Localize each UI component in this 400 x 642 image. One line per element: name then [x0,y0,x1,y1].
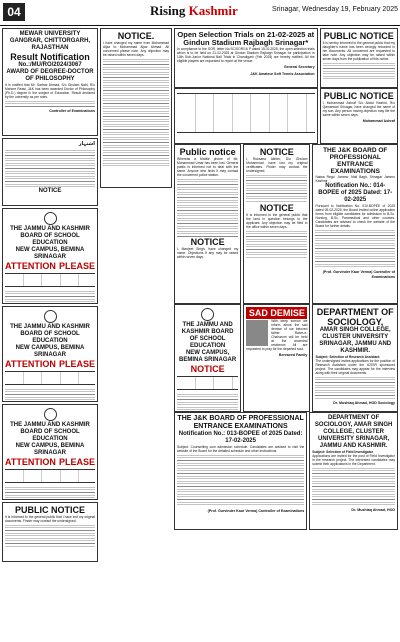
ad-jkbose-2 [2,306,98,402]
ad-please: PLEASE [58,457,95,467]
ad-table [177,376,238,390]
ad-sign: (Prof. Gurvinder Kaur Verma) Controller of Examinations [207,509,305,513]
portrait-photo [246,320,268,346]
ad-title: Public notice [179,147,236,157]
ad-text-lines [177,392,238,412]
ad-ref: No.:/MU/RO/2024/3067 [18,62,82,68]
ad-sign: Controller of Examinations [49,109,95,113]
ad-address: Nalwa Regd. Jammu: Mali Bagh, Srinagar Jammu Kashmir [315,175,396,183]
ad-notification: Notification No.: 014-BOPEE of 2025 Dated: 17-02-2025 [318,183,393,203]
ad-body: Whereas a Mobile phone of Mr. Mohammad Umar has been lost. General public is informed not to deal with the same. Anyone who finds it may contact the concerned police station. [177,157,239,177]
ad-text-lines [5,99,95,107]
board-logo-icon [44,408,57,421]
ad-text-lines [312,466,395,506]
ad-text-lines [5,289,95,304]
ad-urdu-notice: NOTICE [38,188,62,194]
ad-table [5,469,95,483]
ad-title: PUBLIC NOTICE [323,91,394,101]
ad-notice-body: I, Ruksana Akhter, D/o Ghulam Mohammad, have lost my original certificates. Finder may contact the undersigned. [246,157,308,173]
ad-notice-title: NOTICE [259,147,294,157]
ad-body: I have changed my name from Mohammad Aijaz to Mohammad Aijaz Ahmad. All concerned please note. Any objection may be raised within seven days. [103,41,169,57]
ad-public-notice-right [320,28,398,88]
ad-jkbose-mid [174,304,241,412]
ad-sign-2: J&K Amateur Soft Tennis Association [250,71,315,76]
page-number: 04 [3,3,25,21]
page-header [0,0,400,26]
ad-body: It is hereby informed to the general public that my daughter's name has been wrongly recorded in her documents. All concerned are requested to take note. Any objection may be raised within seven days from the publication of this notice. [322,41,395,61]
dateline: Srinagar, Wednesday 19, February 2025 [272,6,398,13]
ad-text-lines [246,229,307,259]
ad-title: THE J&K BOARD OF PROFESSIONAL ENTRANCE EXAMINATIONS [323,147,388,175]
ad-sign: Dr. Mushtaq Ahmad, HOD Sociology [333,401,396,405]
column-mid-left [100,28,172,642]
ad-text-lines [315,228,395,268]
board-logo-icon [44,212,57,225]
ad-title: THE JAMMU AND KASHMIR BOARD OF SCHOOL EDUCATION [10,226,90,246]
ad-mewar-university [2,28,98,136]
ad-body: In compliance to the SOR, letter No.SC/SOR/16 P dated 15.02.2025, the open selection trials which is to be held on 21-02-2025 at Gindun Stadium Rajbagh Srinagar for participation in 10th Sub-Junior National Ball Trials in Chandigarh (Feb 2025) are hereby notified. All the eligible players are requested to report at the venue. [177,47,315,63]
ad-title: Open Selection Trials on 21-02-2025 at Gindun Stadium Rajbagh Srinagar* [177,30,315,47]
ad-notice-title: NOTICE [190,237,225,247]
ad-table-notice [174,88,318,144]
ad-notices-stack [243,144,310,304]
ad-award: AWARD OF DEGREE-DOCTOR OF PHILOSOPHY [6,69,94,82]
board-logo-icon [44,310,57,323]
ad-urdu-lines [5,148,95,188]
ad-title: PUBLIC NOTICE [14,505,85,515]
ad-text-lines [5,387,95,402]
ad-text-lines [177,177,238,237]
masthead[interactable] [150,3,238,19]
ad-sub: NEW CAMPUS, BEMINA SRINAGAR [15,345,85,358]
ad-text-lines [246,173,307,203]
ad-jkbose-1 [2,208,98,304]
ad-text-lines [5,523,95,547]
ad-sub: AMAR SINGH COLLEGE, CLUSTER UNIVERSITY SRINAGAR, JAMMU AND KASHMIR. [319,327,392,354]
ad-notice: NOTICE [190,364,225,374]
ad-body: It is informed to the general public that I have lost my original documents. Finder may contact the undersigned. [5,515,95,523]
ad-notice-body: I, Manjeet Singh, have changed my name. Objections if any may be raised within seven days. [177,247,239,259]
ad-notice-title: NOTICE [259,203,294,213]
ad-subtitle: Result Notification [10,52,90,62]
ad-text-lines [103,57,169,167]
ad-text-lines [177,453,304,507]
ad-sub: NEW CAMPUS, BEMINA SRINAGAR [15,443,85,456]
ad-sign: Mohammad Ashraf [362,119,395,123]
ad-urdu [2,138,98,206]
ad-title: DEPARTMENT OF SOCIOLOGY, AMAR SINGH COLLEGE, CLUSTER UNIVERSITY SRINAGAR, JAMMU AND KASHMIR. [314,415,393,449]
ad-dept-sociology-1 [312,304,398,412]
ad-text-lines [5,485,95,500]
masthead-rising: Rising [150,3,186,18]
ad-open-selection-trials [174,28,318,88]
column-left [2,28,98,642]
ad-body: It is notified that Mr. Sarfraz Ahmad, S/o Ghulam Nabi, R/o Mahore Reasi, J&K has been awarded Doctor of Philosophy (Ph.D.) degree in the subject of Education. Result declared by the university as per rules. [5,83,95,99]
ad-sign: (Prof. Gurvinder Kaur Verma) Controller of Examinations [322,270,396,279]
ad-attention: ATTENTION [5,261,56,271]
ad-title: DEPARTMENT OF SOCIOLOGY, [316,307,394,327]
ad-text-lines [323,61,395,79]
ad-please: PLEASE [58,261,95,271]
ad-notice-body: It is informed to the general public that the land in question belongs to the applicant. Any objection may be filed in the office within seven days. [246,213,308,229]
masthead-kashmir: Kashmir [188,3,238,18]
ad-sub: NEW CAMPUS, BEMINA SRINAGAR [179,350,237,363]
ad-subject: Subject: Selection of Field Investigator [312,450,374,454]
ad-public-notice-bottom [2,502,98,562]
ad-body: Pursuant to Notification No. 010-BOPEE of 2025 dated 05-02-2025, the Board invited online application forms from eligible candidates for admission to B.Sc. Nursing, B.Sc. Paramedical and other courses. Candidates are advised to check the website of the Board for further details. [315,204,396,228]
ad-body: Subject: Counselling cum admission schedule. Candidates are advised to visit the website of the Board for the detailed schedule and other instructions. [177,445,305,453]
ad-body: I, Mohammad Ashraf S/o Abdul Rashid, R/o Qamarwari Srinagar, have changed the name of my son. Any person having objection may file the same within seven days. [322,101,395,117]
ad-sad-demise [243,304,310,412]
ad-jkbose-3 [2,404,98,500]
ad-dept-sociology-2 [309,412,398,530]
ad-please: PLEASE [58,359,95,369]
ad-attention: ATTENTION [5,457,56,467]
ad-title: NOTICE. [117,31,155,41]
ad-public-notice-right-2 [320,88,398,144]
ad-title: THE J&K BOARD OF PROFESSIONAL ENTRANCE EXAMINATIONS [177,415,304,430]
ad-urdu-title: اشتہار [78,141,95,147]
ad-title: SAD DEMISE [246,307,307,319]
ad-table [5,371,95,385]
ad-notification: Notification No.: 013-BOPEE of 2025 Dated: 17-02-2025 [178,431,303,444]
ad-table [5,273,95,287]
ad-body: With deep sorrow we inform about the sad demise of our beloved father. Rasm-e-Chaharum will be held at the ancestral residence. All are requested to pray for the departed soul. [246,319,308,351]
ad-bopee-2 [174,412,307,530]
ad-table [177,93,315,133]
ad-title: THE JAMMU AND KASHMIR BOARD OF SCHOOL EDUCATION [10,422,90,442]
board-logo-icon [201,308,214,321]
ad-body: The undersigned invites applications for the position of Research Assistant under the ICSSR sponsored project. The candidates may appear for the interview along with their original documents. [315,359,396,375]
ad-subject: Subject: Selection of Research Assistant [315,355,380,359]
ad-attention: ATTENTION [5,359,56,369]
column-right [174,28,398,642]
ad-text-lines [315,375,395,399]
ad-public-notice-mid [174,144,241,304]
ad-title: MEWAR UNIVERSITY GANGRAR, CHITTORGARH, RAJASTHAN [9,31,91,51]
ad-title: THE JAMMU AND KASHMIR BOARD OF SCHOOL EDUCATION [181,322,234,349]
ad-bopee-1 [312,144,398,304]
ad-sign: Dr. Mushtaq Ahmad, HOD [351,508,395,512]
ad-sub: NEW CAMPUS, BEMINA SRINAGAR [15,247,85,260]
ad-title: THE JAMMU AND KASHMIR BOARD OF SCHOOL EDUCATION [10,324,90,344]
ad-body: Applications are invited for the post of Field Investigator in the research project. The interested candidates may submit their applications in the Department. [312,454,395,466]
ad-notice-name-change [100,28,172,188]
ad-sign: Bereaved Family [278,353,308,357]
ad-sign-1: General Secretary [283,65,315,69]
ad-title: PUBLIC NOTICE [323,31,394,41]
